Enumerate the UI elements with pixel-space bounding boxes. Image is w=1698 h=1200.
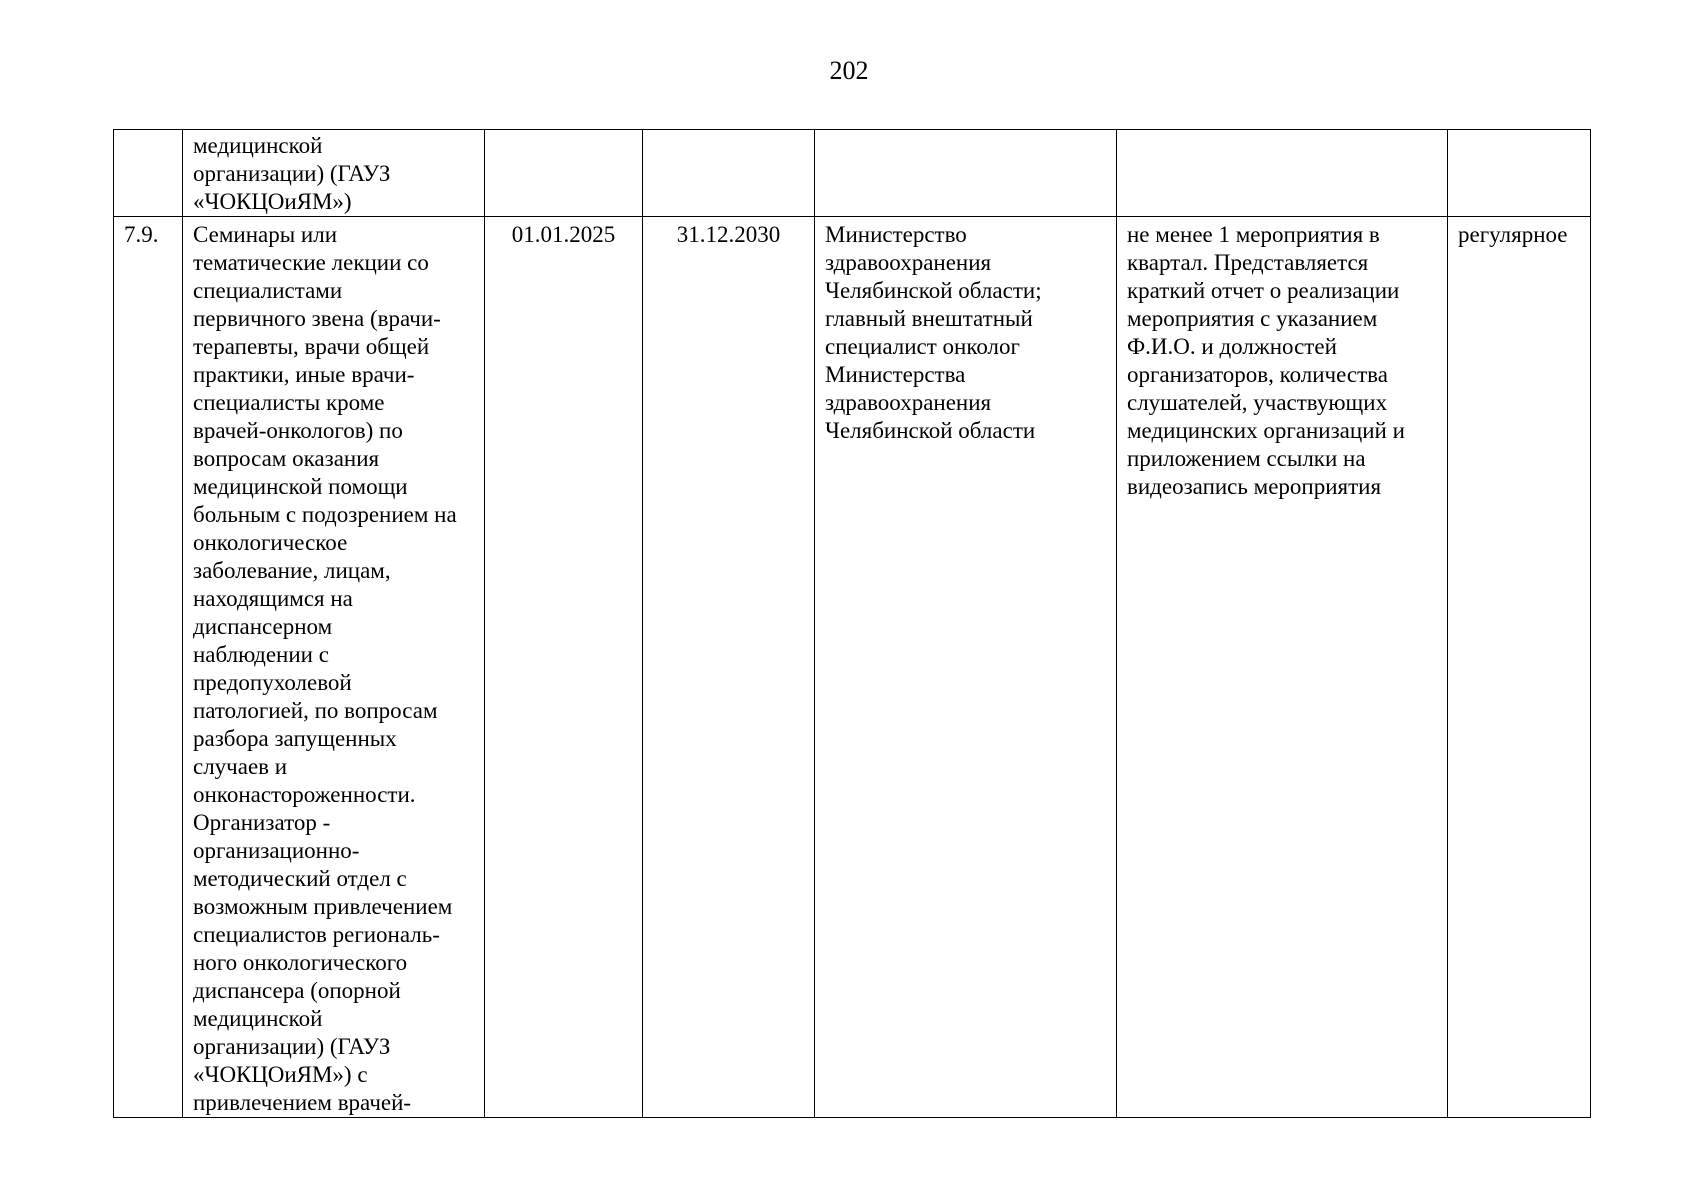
table-row [114,130,1591,217]
measure-description: Семинары или тематические лекции со специалистами первичного звена (врачи- терапевты, врачи общей практики, иные врачи- специалисты кроме врачей-онкологов) по вопросам оказания медицинской помощи больным с подозрением на онкологическое заболевание, лицам, находящимся на диспансерном наблюдении с предопухолевой патологией, по вопросам разбора запущенных случаев и онконастороженности. Организатор - организационно- методический отдел с возможным привлечением специалистов региональ- ного онкологического диспансера (опорной медицинской организации) (ГАУЗ «ЧОКЦОиЯМ») с привлечением врачей- [193,222,457,1115]
measure-description-cell [183,130,485,217]
result-cell [1117,217,1448,1118]
result-text: не менее 1 мероприятия в квартал. Представляется краткий отчет о реализации мероприятия с указанием Ф.И.О. и должностей организаторов, количества слушателей, участвующих медицинских организаций и приложением ссылки на видеозапись мероприятия [1127,222,1405,499]
table-row [114,217,1591,1118]
type-cell [1448,130,1591,217]
measures-table [113,129,1591,1118]
start-date-cell: 01.01.2025 [485,217,643,1118]
measure-description-cell [183,217,485,1118]
start-date-cell [485,130,643,217]
row-number-cell: 7.9. [114,217,183,1118]
measure-description: медицинской организации) (ГАУЗ «ЧОКЦОиЯМ») [193,133,391,214]
page-number: 202 [829,56,869,85]
responsible-cell [815,217,1117,1118]
end-date-cell [643,130,815,217]
row-number-cell [114,130,183,217]
responsible-cell [815,130,1117,217]
type-cell: регулярное [1448,217,1591,1118]
responsible-text: Министерство здравоохранения Челябинской области; главный внештатный специалист онколог Министерства здравоохранения Челябинской области [825,222,1042,443]
result-cell [1117,130,1448,217]
end-date-cell: 31.12.2030 [643,217,815,1118]
